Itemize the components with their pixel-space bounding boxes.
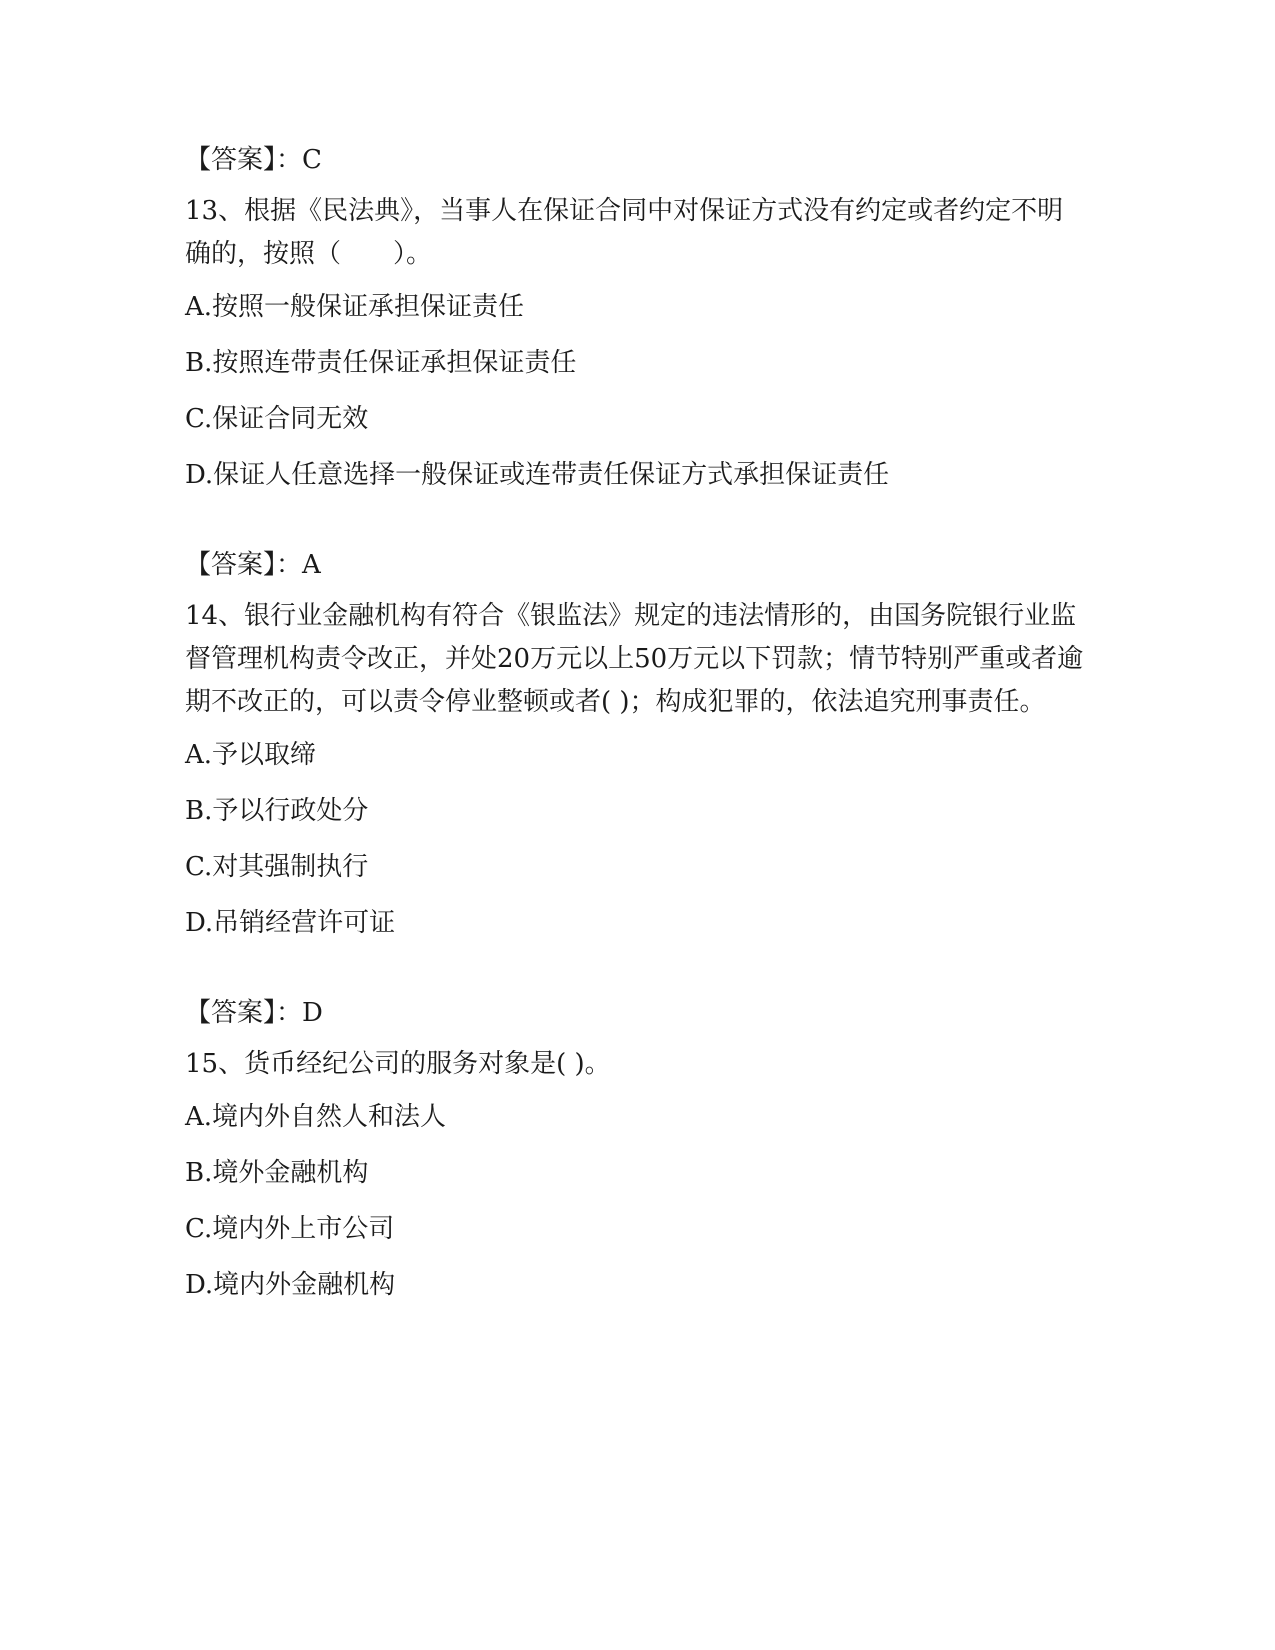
option-b: B.境外金融机构 [185,1158,369,1188]
option-c: C.对其强制执行 [185,852,369,882]
option-a: A.境内外自然人和法人 [185,1102,447,1132]
question-text: 13、根据《民法典》，当事人在保证合同中对保证方式没有约定或者约定不明确的，按照（ ）。 [185,196,1064,269]
option-b: B.按照连带责任保证承担保证责任 [185,348,577,378]
option-d: D.保证人任意选择一般保证或连带责任保证方式承担保证责任 [185,460,890,490]
option-a: A.予以取缔 [185,740,317,770]
answer-label: 【答案】：C [185,145,322,175]
answer-label: 【答案】：A [185,550,321,580]
question-block-14 [185,545,1085,943]
question-block-13 [185,140,1085,495]
option-c: C.保证合同无效 [185,404,369,434]
question-text: 15、货币经纪公司的服务对象是( )。 [185,1049,611,1079]
question-text: 14、银行业金融机构有符合《银监法》规定的违法情形的，由国务院银行业监督管理机构责令改正，并处20万元以上50万元以下罚款；情节特别严重或者逾期不改正的，可以责令停业整顿或者( )；构成犯罪的，依法追究刑事责任。 [185,601,1084,717]
option-b: B.予以行政处分 [185,796,369,826]
option-c: C.境内外上市公司 [185,1214,395,1244]
block-spacer [185,511,1085,545]
option-a: A.按照一般保证承担保证责任 [185,292,525,322]
question-block-15 [185,993,1085,1305]
answer-label: 【答案】：D [185,998,323,1028]
document-page [185,140,1085,1321]
option-d: D.吊销经营许可证 [185,908,396,938]
block-spacer [185,959,1085,993]
option-d: D.境内外金融机构 [185,1270,396,1300]
